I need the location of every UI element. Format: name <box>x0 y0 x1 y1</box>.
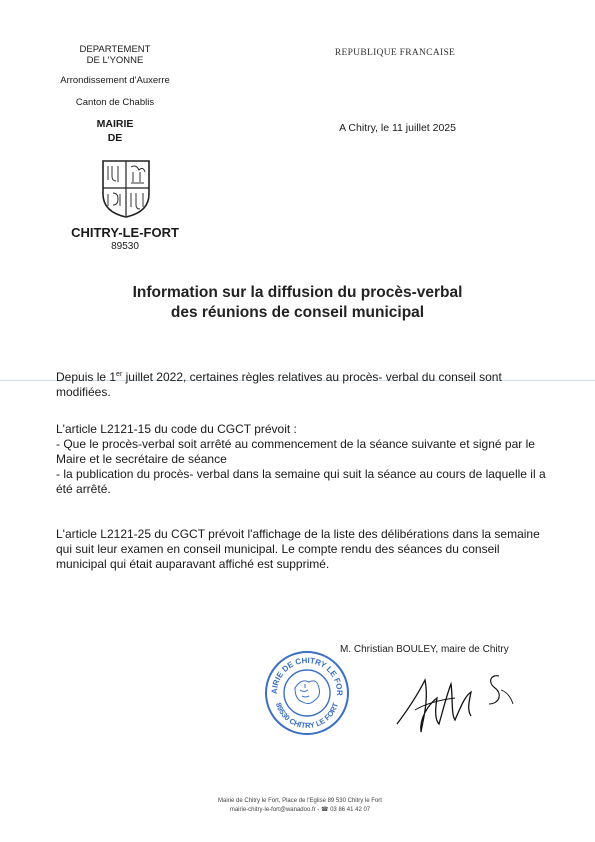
document-title <box>60 283 535 323</box>
article-25-text: L'article L2121-25 du CGCT prévoit l'affichage de la liste des délibérations dans la semaine qui suit leur examen en conseil municipal. Le compte rendu des séances du conseil municipal qui était auparavant affiché est supprimé. <box>56 527 540 571</box>
article-15-item-1: - Que le procès-verbal soit arrêté au commencement de la séance suivante et signé par le Maire et le secrétaire de séance <box>56 437 535 466</box>
signatory-name: M. Christian BOULEY, maire de Chitry <box>340 644 509 655</box>
arrondissement-label: Arrondissement d'Auxerre <box>60 75 170 86</box>
document-date: A Chitry, le 11 juillet 2025 <box>339 122 456 134</box>
republique-label: REPUBLIQUE FRANCAISE <box>334 48 456 58</box>
article-15-intro: L'article L2121-15 du code du CGCT prévoit : <box>56 422 297 436</box>
handwritten-signature-icon <box>395 670 515 745</box>
stamp-top-text: AIRIE DE CHITRY LE FOR <box>269 655 345 696</box>
canton-label: Canton de Chablis <box>75 97 155 108</box>
intro-text-post: juillet 2022, certaines règles relatives au procès- verbal du conseil sont modifiées. <box>56 370 502 399</box>
footer-address <box>120 797 480 815</box>
paragraph-article-15 <box>56 422 546 497</box>
svg-text:MAIRIE DE CHITRY LE FORT <box>264 650 344 696</box>
stamp-bottom-text: 89530 CHITRY LE FORT <box>273 701 341 731</box>
paragraph-article-25 <box>56 527 546 572</box>
footer-line-2: mairie-chitry-le-fort@wanadoo.fr - ☎ 03 86 41 42 07 <box>229 807 371 813</box>
yonne-label: DE L'YONNE <box>86 55 144 66</box>
intro-superscript: er <box>116 371 123 378</box>
title-line-1: Information sur la diffusion du procès-verbal <box>132 284 463 301</box>
article-15-item-2: - la publication du procès- verbal dans la semaine qui suit la séance au cours de laquelle il a été arrêté. <box>56 467 546 496</box>
paragraph-intro <box>56 367 546 400</box>
title-line-2: des réunions de conseil municipal <box>170 304 425 321</box>
intro-text-pre: Depuis le 1 <box>56 370 117 384</box>
departement-label: DEPARTEMENT <box>79 44 151 55</box>
mairie-de-label: DE <box>107 132 123 144</box>
postal-code: 89530 <box>111 241 139 252</box>
mairie-label: MAIRIE <box>96 118 134 130</box>
official-stamp <box>264 650 350 741</box>
coat-of-arms-icon <box>100 158 152 225</box>
footer-line-1: Mairie de Chitry le Fort, Place de l'Eglise 89 530 Chitry le Fort <box>218 798 382 804</box>
town-name: CHITRY-LE-FORT <box>71 225 179 240</box>
stamp-emblem-icon <box>295 681 320 704</box>
